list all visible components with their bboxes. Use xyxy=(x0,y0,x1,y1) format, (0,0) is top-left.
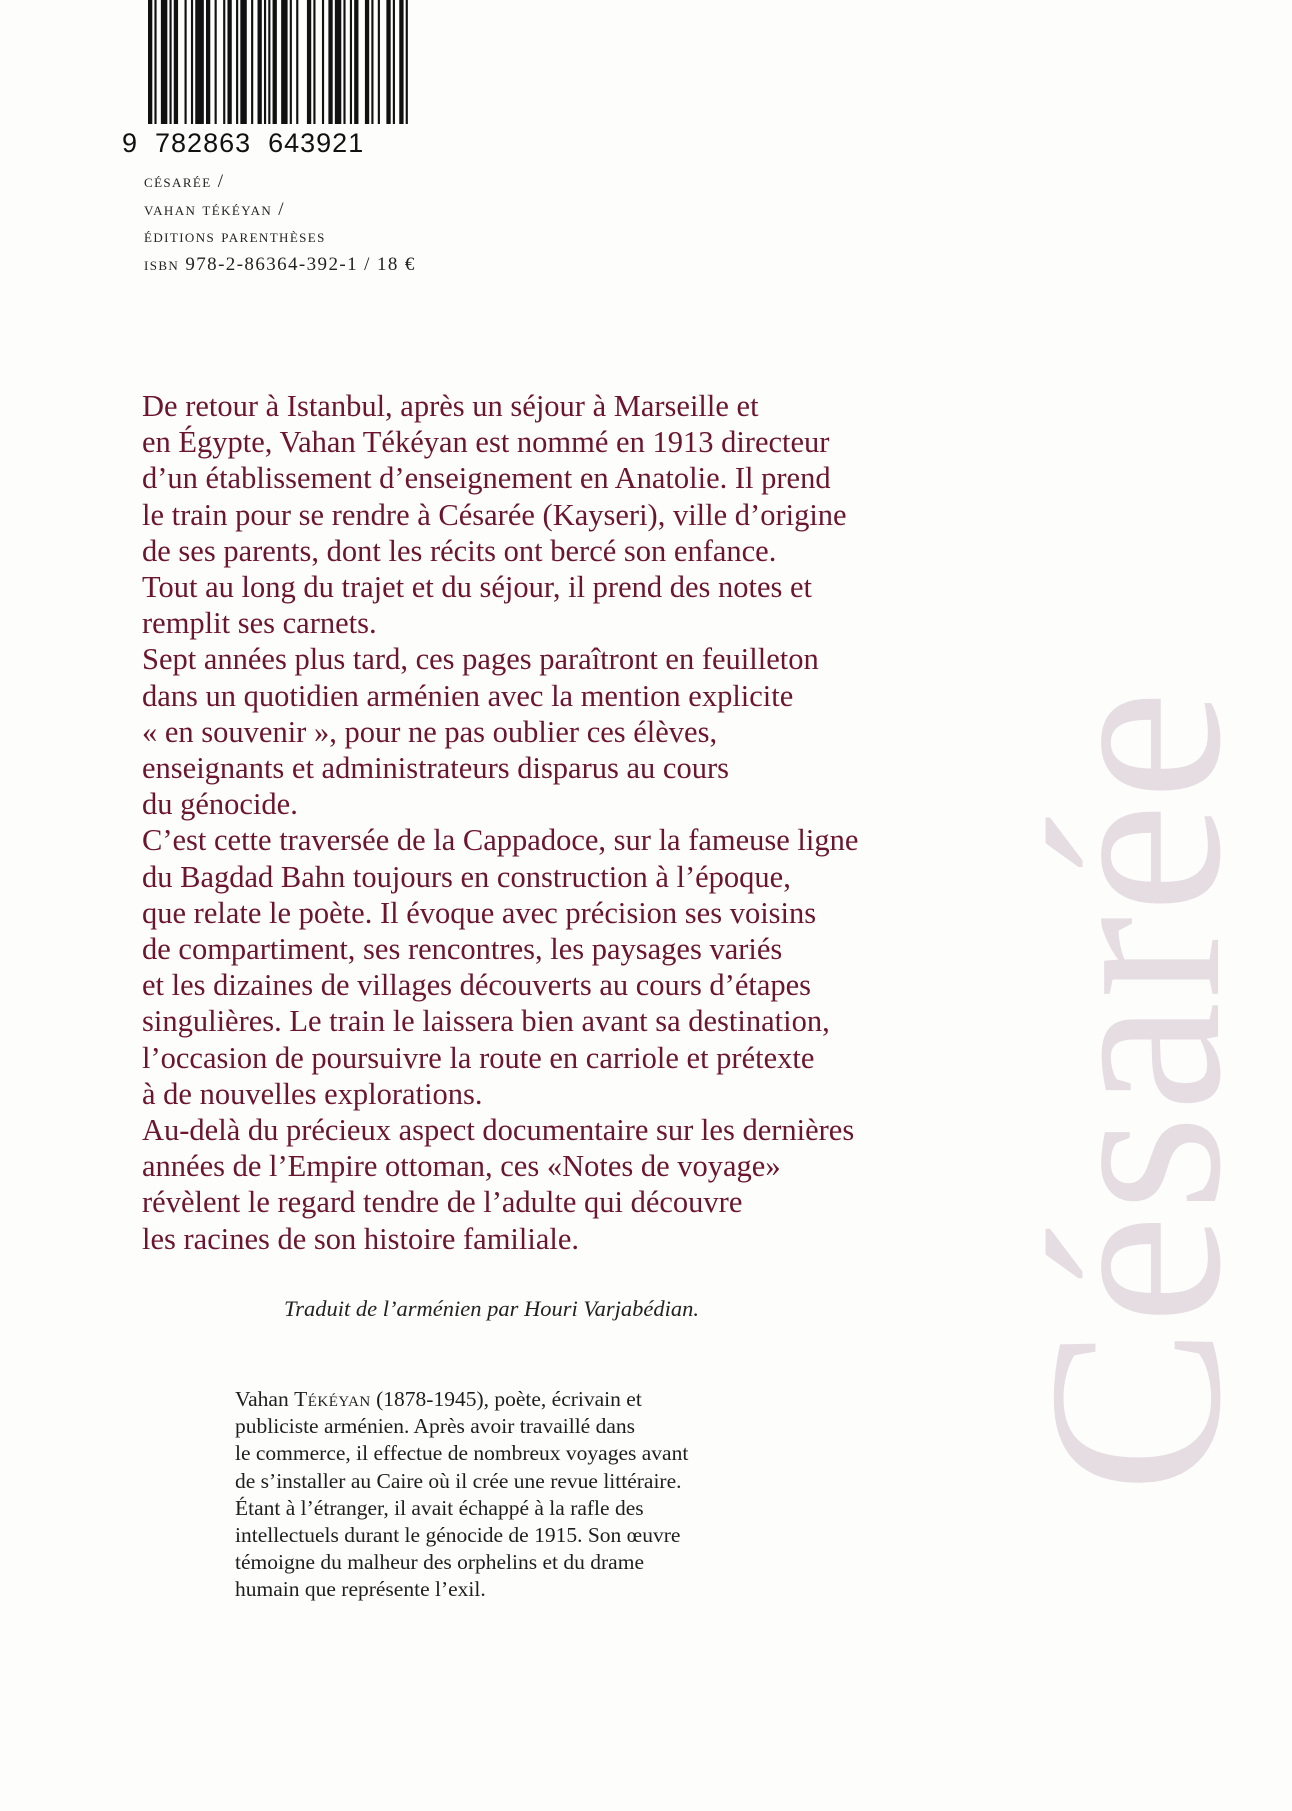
barcode-bar xyxy=(185,0,187,124)
barcode xyxy=(148,0,410,124)
blurb-line: de ses parents, dont les récits ont bercé son enfance. xyxy=(142,533,777,568)
barcode-bar xyxy=(343,0,345,124)
barcode-bar xyxy=(169,0,171,124)
barcode-bar xyxy=(290,0,292,124)
barcode-bar xyxy=(350,0,352,124)
author-biography xyxy=(235,1386,688,1604)
barcode-bar xyxy=(328,0,332,124)
barcode-bar xyxy=(393,0,395,124)
isbn-digits: 9 782863 643921 xyxy=(122,128,365,158)
barcode-bar xyxy=(223,0,225,124)
back-cover-blurb xyxy=(142,388,1022,1257)
meta-publisher: éditions parenthèses xyxy=(144,226,326,247)
blurb-line: enseignants et administrateurs disparus au cours xyxy=(142,751,729,786)
blurb-line: à de nouvelles explorations. xyxy=(142,1076,483,1111)
barcode-bar xyxy=(236,0,238,124)
barcode-bar xyxy=(148,0,152,124)
barcode-bar xyxy=(307,0,311,124)
barcode-bar xyxy=(258,0,262,124)
blurb-line: dans un quotidien arménien avec la mention explicite xyxy=(142,678,794,713)
barcode-bar xyxy=(406,0,408,124)
barcode-bar xyxy=(273,0,277,124)
blurb-line: « en souvenir », pour ne pas oublier ces élèves, xyxy=(142,714,718,749)
barcode-bar xyxy=(161,0,167,124)
barcode-bar xyxy=(371,0,373,124)
blurb-line: et les dizaines de villages découverts au cours d’étapes xyxy=(142,968,812,1003)
barcode-bar xyxy=(195,0,204,124)
blurb-line: Au-delà du précieux aspect documentaire sur les dernières xyxy=(142,1113,855,1148)
book-metadata xyxy=(144,168,416,278)
blurb-line: en Égypte, Vahan Tékéyan est nommé en 1913 directeur xyxy=(142,425,830,460)
spine-title: Césarée xyxy=(997,687,1272,1493)
bio-line: intellectuels durant le génocide de 1915. Son œuvre xyxy=(235,1523,681,1548)
barcode-bar xyxy=(335,0,341,124)
bio-line: humain que représente l’exil. xyxy=(235,1577,486,1602)
bio-line: témoigne du malheur des orphelins et du drame xyxy=(235,1550,644,1575)
barcode-bar xyxy=(206,0,210,124)
blurb-line: C’est cette traversée de la Cappadoce, sur la fameuse ligne xyxy=(142,823,859,858)
barcode-bar xyxy=(268,0,270,124)
bio-first-name: Vahan xyxy=(235,1387,295,1411)
barcode-bar xyxy=(296,0,298,124)
blurb-line: les racines de son histoire familiale. xyxy=(142,1221,580,1256)
meta-isbn-price: isbn 978-2-86364-392-1 / 18 € xyxy=(144,253,416,275)
barcode-bar xyxy=(365,0,369,124)
blurb-line: le train pour se rendre à Césarée (Kayseri), ville d’origine xyxy=(142,497,847,532)
blurb-line: de compartiment, ses rencontres, les paysages variés xyxy=(142,932,783,967)
blurb-line: singulières. Le train le laissera bien avant sa destination, xyxy=(142,1004,830,1039)
bio-line: de s’installer au Caire où il crée une revue littéraire. xyxy=(235,1468,682,1493)
barcode-bar xyxy=(154,0,156,124)
barcode-bar xyxy=(240,0,246,124)
blurb-line: l’occasion de poursuivre la route en carriole et prétexte xyxy=(142,1040,815,1075)
barcode-bar xyxy=(174,0,178,124)
bio-line: le commerce, il effectue de nombreux voyages avant xyxy=(235,1441,689,1466)
blurb-line: du Bagdad Bahn toujours en construction à l’époque, xyxy=(142,859,791,894)
blurb-line: que relate le poète. Il évoque avec précision ses voisins xyxy=(142,895,817,930)
translator-credit: Traduit de l’arménien par Houri Varjabédian. xyxy=(284,1296,699,1321)
barcode-bar xyxy=(281,0,287,124)
meta-author: vahan tékéyan / xyxy=(144,198,285,220)
blurb-line: De retour à Istanbul, après un séjour à Marseille et xyxy=(142,389,759,423)
barcode-bar xyxy=(313,0,315,124)
barcode-bar xyxy=(264,0,266,124)
bio-line: Étant à l’étranger, il avait échappé à la rafle des xyxy=(235,1495,644,1520)
barcode-bar xyxy=(354,0,358,124)
barcode-bar xyxy=(251,0,253,124)
blurb-line: du génocide. xyxy=(142,787,298,822)
barcode-bar xyxy=(215,0,217,124)
barcode-bar xyxy=(191,0,193,124)
bio-line xyxy=(235,1386,688,1413)
blurb-line: Tout au long du trajet et du séjour, il prend des notes et xyxy=(142,570,813,605)
blurb-line: remplit ses carnets. xyxy=(142,606,377,641)
barcode-bar xyxy=(378,0,380,124)
blurb-line: révèlent le regard tendre de l’adulte qui découvre xyxy=(142,1185,743,1220)
barcode-bar xyxy=(386,0,390,124)
blurb-line: années de l’Empire ottoman, ces «Notes de voyage» xyxy=(142,1149,781,1184)
bio-surname: Tékéyan xyxy=(294,1387,371,1411)
bio-first-line-rest: (1878-1945), poète, écrivain et xyxy=(370,1387,642,1411)
barcode-bar xyxy=(322,0,324,124)
blurb-line: d’un établissement d’enseignement en Anatolie. Il prend xyxy=(142,461,831,496)
meta-title: césarée / xyxy=(144,171,225,192)
barcode-bar xyxy=(399,0,403,124)
bio-line: publiciste arménien. Après avoir travaillé dans xyxy=(235,1414,636,1439)
blurb-line: Sept années plus tard, ces pages paraîtront en feuilleton xyxy=(142,642,819,677)
barcode-bar xyxy=(227,0,231,124)
